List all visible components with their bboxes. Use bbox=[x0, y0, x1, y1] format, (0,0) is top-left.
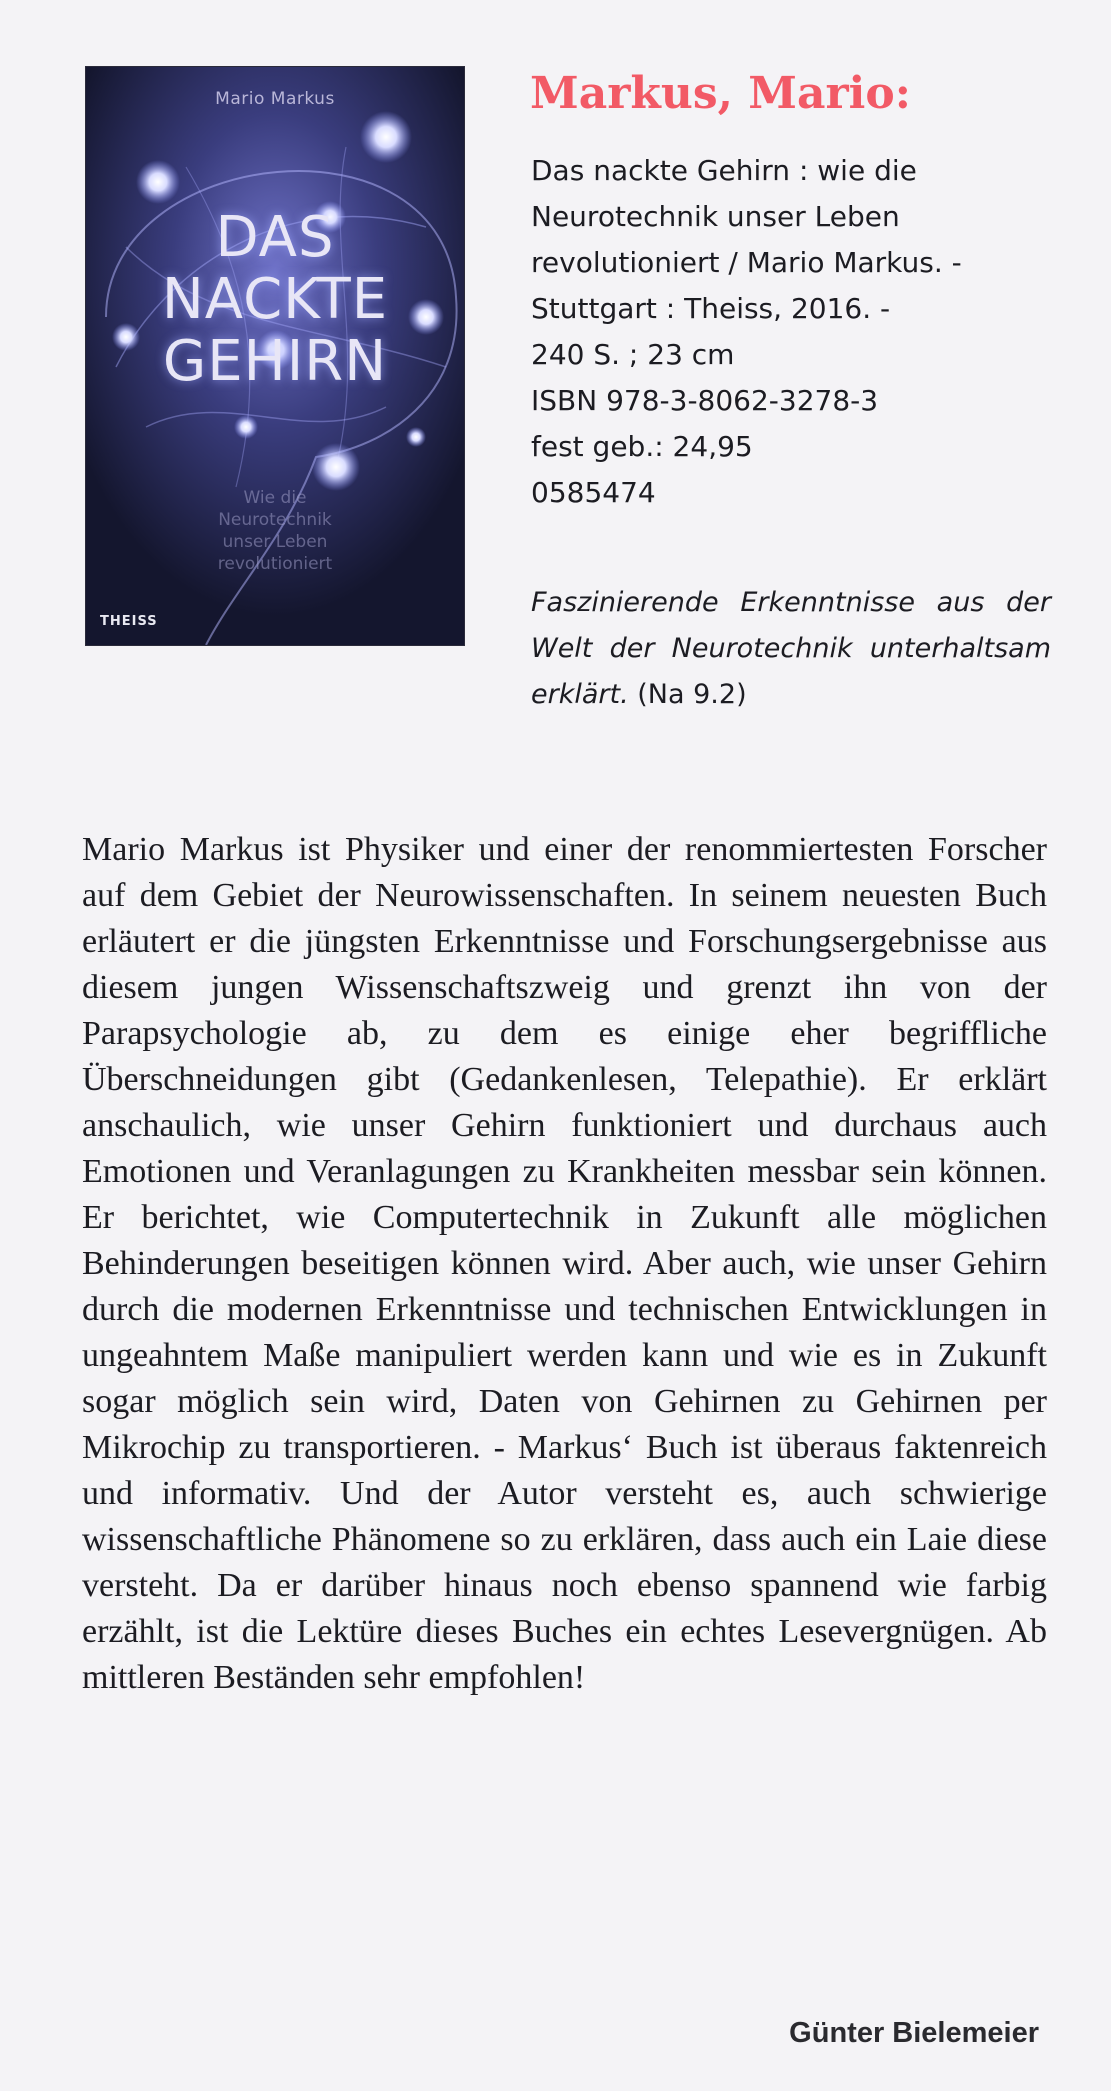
reviewer-name: Günter Bielemeier bbox=[789, 2017, 1039, 2049]
classification-code: (Na 9.2) bbox=[637, 679, 747, 710]
catalog-number: 0585474 bbox=[531, 476, 656, 509]
review-body: Mario Markus ist Physiker und einer der renommiertesten Forscher auf dem Gebiet der Neurowissenschaften. In seinem neuesten Buch erläutert er die jüngsten Erkenntnisse und Forschungsergebnisse aus diesem jungen Wissenschaftszweig und grenzt ihn von der Parapsychologie ab, zu dem es einige eher begriffliche Überschneidungen gibt (Gedankenlesen, Telepathie). Er erklärt anschaulich, wie unser Gehirn funktioniert und durchaus auch Emotionen und Veranlagungen zu Krankheiten messbar sein können. Er berichtet, wie Computertechnik in Zukunft alle möglichen Behinderungen beseitigen können wird. Aber auch, wie unser Gehirn durch die modernen Erkenntnisse und technischen Entwicklungen in ungeahntem Maße manipuliert werden kann und wie es in Zukunft sogar möglich sein wird, Daten von Gehirnen zu Gehirnen per Mikrochip zu transportieren. - Markus‘ Buch ist überaus faktenreich und informativ. Und der Autor versteht es, auch schwierige wissenschaftliche Phänomene so zu erklären, dass auch ein Laie diese versteht. Da er darüber hinaus noch ebenso spannend wie farbig erzählt, ist die Lektüre dieses Buches ein echtes Lesevergnügen. Ab mittleren Beständen sehr empfohlen! bbox=[82, 831, 1047, 1696]
author-heading: Markus, Mario: bbox=[530, 68, 911, 119]
bibliographic-entry bbox=[531, 148, 1051, 516]
cover-author: Mario Markus bbox=[215, 89, 335, 109]
cover-publisher-logo: THEISS bbox=[100, 614, 158, 629]
cover-subtitle: Wie die Neurotechnik unser Leben revolutioniert bbox=[217, 488, 333, 574]
biblio-line: revolutioniert / Mario Markus. - bbox=[531, 246, 962, 279]
teaser-text bbox=[531, 580, 1051, 718]
teaser-italic: Faszinierende Erkenntnisse aus der Welt der Neurotechnik unterhaltsam erklärt. bbox=[531, 587, 1051, 710]
cover-title: DAS NACKTE GEHIRN bbox=[161, 205, 389, 394]
biblio-line: Neurotechnik unser Leben bbox=[531, 200, 900, 233]
biblio-line: Stuttgart : Theiss, 2016. - bbox=[531, 292, 891, 325]
isbn-line: ISBN 978-3-8062-3278-3 bbox=[531, 384, 879, 417]
biblio-line: 240 S. ; 23 cm bbox=[531, 338, 735, 371]
biblio-line: Das nackte Gehirn : wie die bbox=[531, 154, 917, 187]
book-cover-image bbox=[86, 67, 464, 645]
price-line: fest geb.: 24,95 bbox=[531, 430, 753, 463]
